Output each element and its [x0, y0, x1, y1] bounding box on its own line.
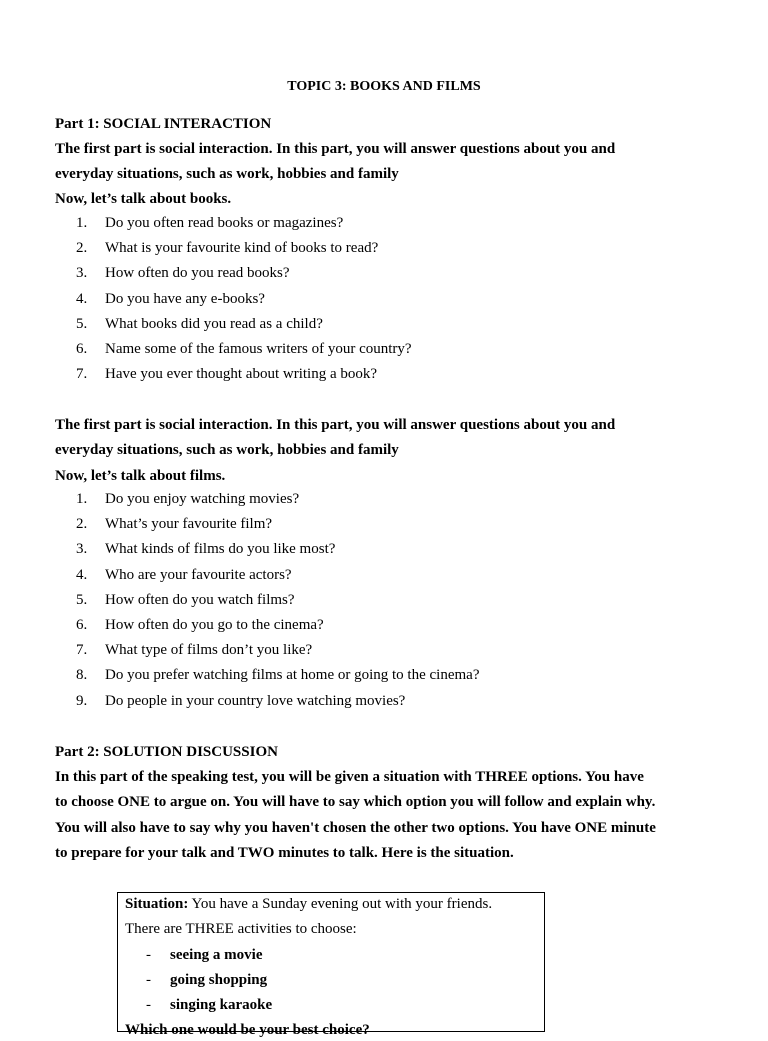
question-number: 4. — [76, 290, 88, 307]
list-item — [76, 563, 479, 588]
question-number: 5. — [76, 315, 88, 332]
question-number: 4. — [76, 566, 88, 583]
list-item — [76, 261, 412, 286]
list-item — [76, 613, 479, 638]
books-lead: Now, let’s talk about books. — [55, 191, 232, 207]
option-text: seeing a movie — [170, 946, 263, 963]
list-item — [76, 663, 479, 688]
part1-intro-line2: everyday situations, such as work, hobbies and family — [55, 166, 399, 182]
part2-heading: Part 2: SOLUTION DISCUSSION — [55, 744, 278, 760]
situation-line — [125, 893, 537, 918]
part2-instructions-line2: to choose ONE to argue on. You will have to say which option you will follow and explain why. — [55, 794, 656, 810]
situation-choose-line: There are THREE activities to choose: — [125, 921, 357, 938]
list-item — [76, 537, 479, 562]
question-number: 6. — [76, 340, 88, 357]
list-item — [76, 638, 479, 663]
films-intro-line2: everyday situations, such as work, hobbies and family — [55, 442, 399, 458]
option-item — [125, 944, 537, 969]
question-number: 3. — [76, 265, 88, 282]
situation-box — [117, 892, 545, 1039]
list-item — [76, 487, 479, 512]
part1-intro-line1: The first part is social interaction. In this part, you will answer questions about you and — [55, 141, 616, 157]
list-item — [76, 588, 479, 613]
part1-heading: Part 1: SOCIAL INTERACTION — [55, 116, 272, 132]
part2-instructions-line1: In this part of the speaking test, you will be given a situation with THREE options. You have — [55, 769, 644, 785]
situation-label: Situation: — [125, 896, 189, 912]
list-item — [76, 512, 479, 537]
question-number: 5. — [76, 591, 88, 608]
question-number: 7. — [76, 642, 88, 659]
part2-instructions-line3: You will also have to say why you haven't chosen the other two options. You have ONE minute — [55, 820, 656, 836]
question-number: 3. — [76, 541, 88, 558]
option-text: singing karaoke — [170, 997, 273, 1014]
question-text: How often do you watch films? — [105, 591, 295, 608]
question-text: How often do you read books? — [105, 265, 290, 282]
question-number: 1. — [76, 491, 88, 507]
list-item — [76, 287, 412, 312]
question-number: 6. — [76, 616, 88, 633]
question-text: Name some of the famous writers of your country? — [105, 340, 412, 357]
question-text: What is your favourite kind of books to read? — [105, 240, 379, 257]
list-item — [76, 312, 412, 337]
question-text: Do people in your country love watching movies? — [105, 692, 406, 709]
dash-bullet: - — [146, 997, 151, 1014]
dash-bullet: - — [146, 971, 151, 988]
question-number: 2. — [76, 516, 88, 533]
dash-bullet: - — [146, 946, 151, 963]
question-text: What books did you read as a child? — [105, 315, 323, 332]
question-number: 2. — [76, 240, 88, 257]
question-number: 9. — [76, 692, 88, 709]
question-text: Have you ever thought about writing a book? — [105, 366, 378, 383]
list-item — [76, 362, 412, 387]
question-text: Do you often read books or magazines? — [105, 215, 344, 231]
question-number: 7. — [76, 366, 88, 383]
situation-question-line: Which one would be your best choice? — [125, 1022, 370, 1039]
list-item — [76, 236, 412, 261]
question-text: Who are your favourite actors? — [105, 566, 292, 583]
option-item — [125, 969, 537, 994]
part2-instructions-line4: to prepare for your talk and TWO minutes to talk. Here is the situation. — [55, 845, 514, 861]
option-text: going shopping — [170, 971, 268, 988]
question-text: What’s your favourite film? — [105, 516, 273, 533]
question-text: Do you enjoy watching movies? — [105, 491, 300, 507]
question-text: What type of films don’t you like? — [105, 642, 313, 659]
question-text: How often do you go to the cinema? — [105, 616, 324, 633]
situation-text: You have a Sunday evening out with your friends. — [188, 896, 493, 912]
films-intro-line1: The first part is social interaction. In this part, you will answer questions about you and — [55, 417, 616, 433]
films-lead: Now, let’s talk about films. — [55, 468, 226, 484]
films-question-list — [76, 487, 479, 714]
page-title: TOPIC 3: BOOKS AND FILMS — [287, 79, 481, 94]
question-number: 8. — [76, 667, 88, 684]
question-text: Do you prefer watching films at home or going to the cinema? — [105, 667, 480, 684]
option-item — [125, 994, 537, 1019]
question-text: Do you have any e-books? — [105, 290, 265, 307]
list-item — [76, 211, 412, 236]
list-item — [76, 337, 412, 362]
books-question-list — [76, 211, 412, 387]
list-item — [76, 689, 479, 714]
question-text: What kinds of films do you like most? — [105, 541, 336, 558]
question-number: 1. — [76, 215, 88, 231]
